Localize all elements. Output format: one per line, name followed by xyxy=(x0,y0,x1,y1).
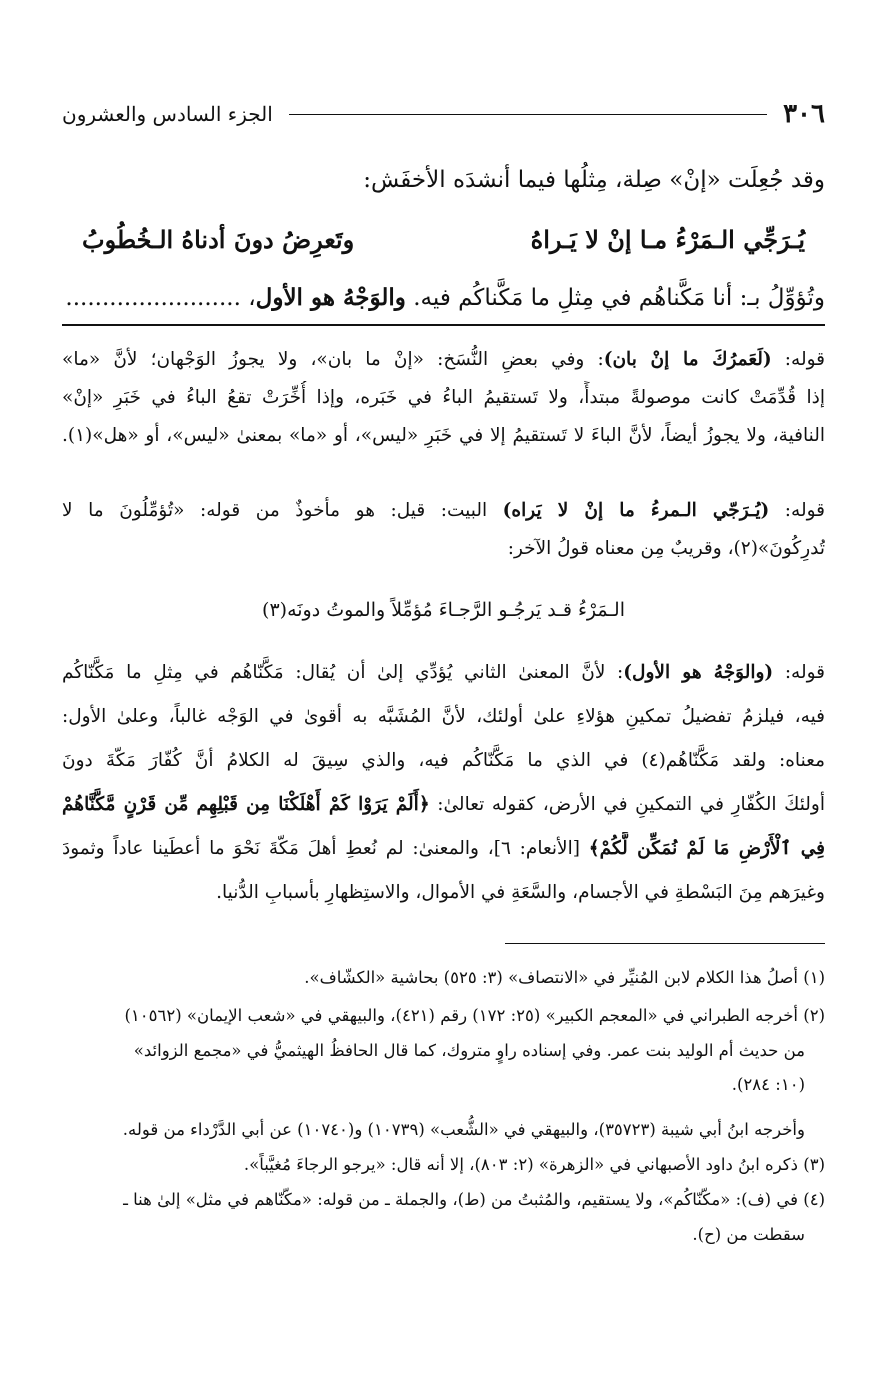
verse-line-3-text: وتُؤوِّلُ بـ: أنا مَكَّناهُم في مِثلِ ما مَكَّناكُم فيه. xyxy=(405,285,825,311)
footnote-2-line3: (١٠: ٢٨٤). xyxy=(731,1075,805,1094)
header-rule xyxy=(289,114,767,115)
commentary-p3-line3: معناه: ولقد مَكَّنّاهُم(٤) في الذي ما مَكَّنّاكُم فيه، والذي سِيقَ له الكلامُ أنَّ كُفّارَ مَكّةَ دونَ xyxy=(62,750,825,771)
commentary-label: قوله: xyxy=(773,662,825,683)
commentary-text: البيت: قيل: هو مأخوذٌ من قوله: «تُؤمِّلُونَ ما لا xyxy=(62,500,503,521)
commentary-text: : لأنَّ المعنىٰ الثاني يُؤدِّي إلىٰ أن يُقال: مَكَّنّاهُم في مِثلِ ما مَكَّنّاكُم xyxy=(62,662,624,683)
commentary-p1-line1 xyxy=(62,343,825,377)
commentary-p3-line6: وغيرَهم مِنَ البَسْطةِ في الأجسام، والسَّعَةِ في الأموال، والاستِظهارِ بأسبابِ الدُّنيا. xyxy=(216,882,825,903)
commentary-p1-line3: النافية، ولا يجوزُ أيضاً، لأنَّ الباءَ لا تَستقيمُ إلا في خَبَرِ «ليس»، أو «ما» بمعنىٰ «ليس»، أو «هل»(١). xyxy=(62,425,825,446)
commentary-p3-line5 xyxy=(62,832,825,866)
verse-line-3-bold: والوَجْهُ هو الأول xyxy=(255,284,406,311)
commentary-p2-line1 xyxy=(62,494,825,528)
text-commentary-divider xyxy=(62,324,825,326)
verse-line-3 xyxy=(62,278,825,318)
commentary-lemma: (لَعَمرُكَ ما إنْ بان) xyxy=(603,349,772,370)
commentary-label: قوله: xyxy=(769,500,825,521)
commentary-p3-line4 xyxy=(62,788,825,822)
commentary-text: أولئكَ الكُفّارِ في التمكينِ في الأرض، كقوله تعالىٰ: xyxy=(429,794,825,815)
page-number: ٣٠٦ xyxy=(783,99,825,129)
commentary-lemma: (يُـرَجّي الـمرءُ ما إنْ لا يَراه) xyxy=(502,500,770,521)
footnote-4-line2: سقطت من (ح). xyxy=(692,1225,805,1244)
poem-first-hemistich: الـمَرْءُ قـد يَرجُـو الرَّجـا xyxy=(447,599,625,621)
commentary-poem-line xyxy=(62,592,825,628)
footnote-2-line1: (٢) أخرجه الطبراني في «المعجم الكبير» (٢٥: ١٧٢) رقم (٤٢١)، والبيهقي في «شعب الإيمان» (١٠٥٦٢) xyxy=(124,1006,825,1025)
footnote-2-line4: وأخرجه ابنُ أبي شيبة (٣٥٧٢٣)، والبيهقي في «الشُّعب» (١٠٧٣٩) و(١٠٧٤٠) عن أبي الدَّرْداء من قوله. xyxy=(122,1120,805,1139)
footnote-1: (١) أصلُ هذا الكلام لابن المُنيِّر في «الانتصاف» (٣: ٥٢٥) بحاشية «الكشّاف». xyxy=(304,968,825,987)
commentary-label: قوله: xyxy=(771,349,825,370)
footnote-2-line2: من حديث أم الوليد بنت عمر. وفي إسناده راوٍ متروك، كما قال الحافظُ الهيثميُّ في «مجمع الزوائد» xyxy=(133,1041,805,1060)
poem-second-hemistich: ءَ مُؤمِّلاً والموتُ دونَه(٣) xyxy=(262,599,448,621)
verse-line-3-dots: ، ........................ xyxy=(65,285,256,311)
quran-quote: فِي ٱلْأَرْضِ مَا لَمْ نُمَكِّن لَّكُمْ﴾ xyxy=(588,838,825,859)
commentary-lemma: (والوَجْهُ هو الأول) xyxy=(623,662,774,683)
footnote-divider xyxy=(505,943,825,944)
poem-first-hemistich: يُـرَجِّي الـمَرْءُ مـا إنْ لا يَـراهُ xyxy=(530,225,805,254)
footnote-3: (٣) ذكره ابنُ داود الأصبهاني في «الزهرة» (٢: ٨٠٣)، إلا أنه قال: «يرجو الرجاءَ مُغيَّباً». xyxy=(243,1155,825,1174)
quran-quote: ﴿أَلَمْ يَرَوْا كَمْ أَهْلَكْنَا مِن قَبْلِهِم مِّن قَرْنٍ مَّكَّنَّاهُمْ xyxy=(62,794,430,815)
commentary-p2-line2: تُدرِكُونَ»(٢)، وقريبٌ مِن معناه قولُ الآخر: xyxy=(507,538,825,559)
commentary-text: : وفي بعضِ النُّسَخ: «إنْ ما بان»، ولا يجوزُ الوَجْهان؛ لأنَّ «ما» xyxy=(62,349,604,370)
commentary-text: [الأنعام: ٦]، والمعنىٰ: لم نُعطِ أهلَ مَكّةَ نَحْوَ ما أعطَينا عاداً وثمودَ xyxy=(62,838,589,859)
commentary-p3-line2: فيه، فيلزمُ تفضيلُ تمكينِ هؤلاءِ علىٰ أولئك، لأنَّ المُشَبَّه به أقوىٰ في الوَجْه غالباً، وعلىٰ الأول: xyxy=(62,706,825,727)
verse-intro: وقد جُعِلَت «إنْ» صِلة، مِثلُها فيما أنشدَه الأخفَش: xyxy=(363,167,825,193)
poem-second-hemistich: وتَعرِضُ دونَ أدناهُ الـخُطُوبُ xyxy=(82,225,355,254)
poem-line xyxy=(62,218,825,262)
commentary-p3-line1 xyxy=(62,656,825,690)
footnote-4-line1: (٤) في (ف): «مكّنّاكُم»، ولا يستقيم، والمُثبتُ من (ط)، والجملة ـ من قوله: «مكّنّاهم في مثل» إلىٰ هنا ـ xyxy=(123,1190,825,1209)
page-header xyxy=(62,94,825,134)
commentary-p1-line2: إذا قُدِّمَتْ كانت موصولةً مبتدأً، ولا تَستقيمُ الباءُ في خَبَره، وإذا أُخِّرَتْ تقعُ الباءُ في خَبَرِ «إنْ» xyxy=(62,387,825,408)
running-title: الجزء السادس والعشرون xyxy=(62,102,273,126)
